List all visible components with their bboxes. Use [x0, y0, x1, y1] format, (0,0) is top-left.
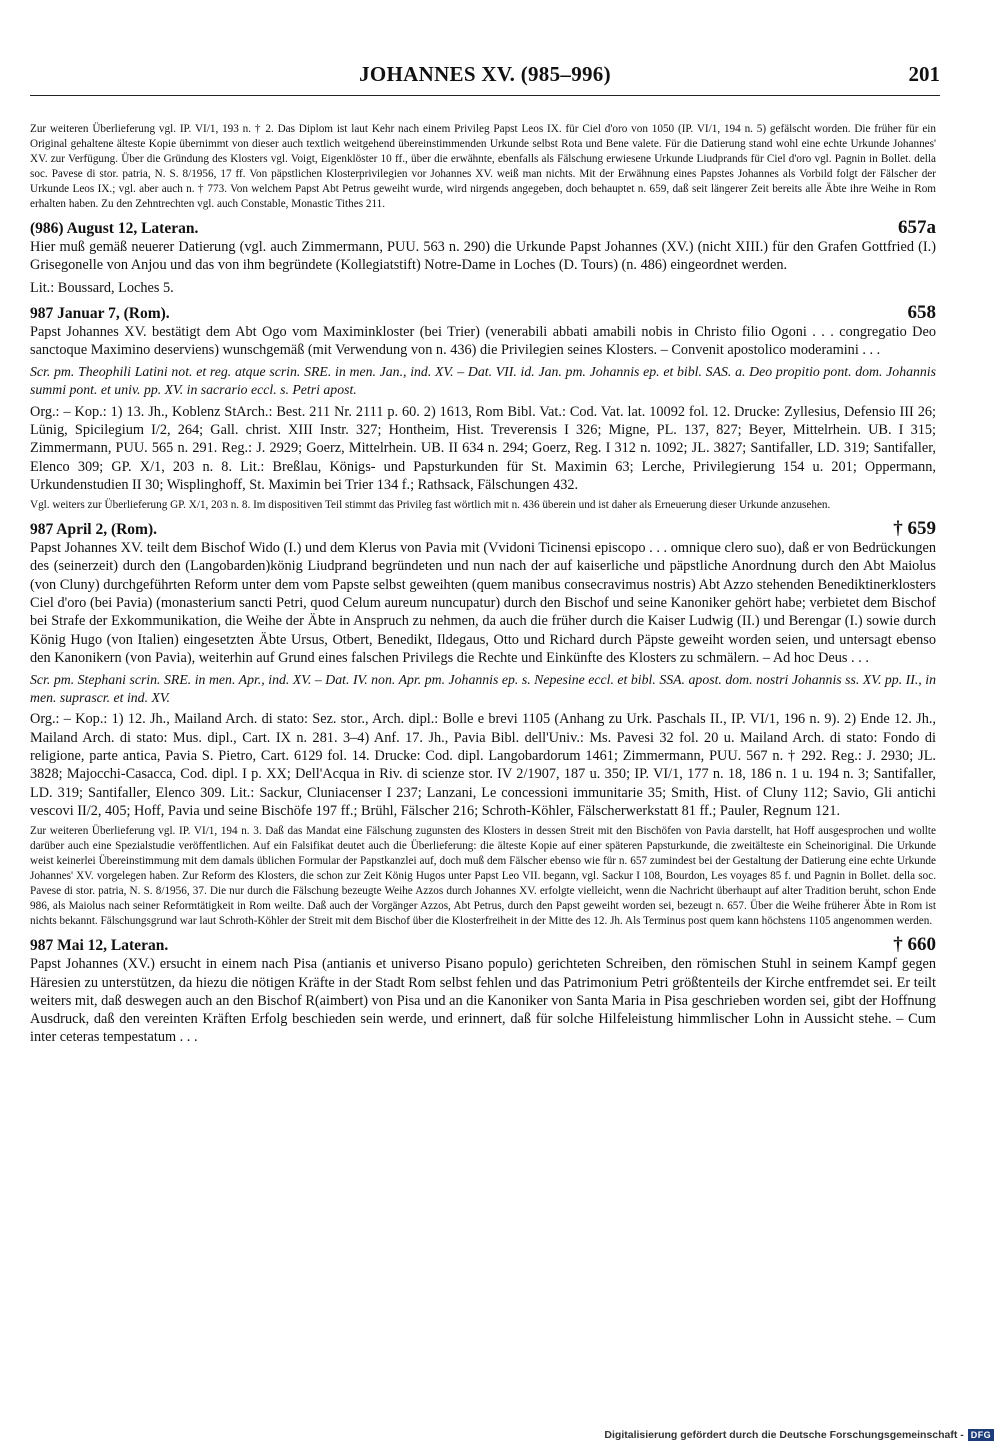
regest-entry [30, 935, 936, 1046]
entry-heading [30, 303, 936, 323]
entry-number: 658 [907, 301, 936, 323]
entry-scriptum: Scr. pm. Theophili Latini not. et reg. atque scrin. SRE. in men. Jan., ind. XV. – Dat. VII. id. Jan. pm. Johannis ep. et bibl. SAS. a. Deo propitio pont. dom. Johannis summi pont. et univ. pp. XV. in sacrario eccl. s. Petri apost. [30, 364, 936, 398]
dfg-logo: DFG [968, 1429, 994, 1441]
entry-number: † 660 [893, 934, 936, 956]
running-title: JOHANNES XV. (985–996) [359, 62, 611, 86]
entry-tradition: Org.: – Kop.: 1) 12. Jh., Mailand Arch. di stato: Sez. stor., Arch. dipl.: Bolle e brevi 1105 (Anhang zu Urk. Paschals II., IP. VI/1, 196 n. 9). 2) Ende 12. Jh., Mailand Arch. di stato: Mus. dipl., Cart. IX n. 281. 3–4) Anf. 17. Jh., Pavia Bibl. dell'Univ.: Ms. Pavesi 32 fol. 20 u. Mailand Arch. di stato: Fondo di religione, parte antica, Pavia S. Pietro, Cart. 6129 fol. 14. Drucke: Cod. dipl. Langobardorum 1461; Zimmermann, PUU. 567 n. † 292. Reg.: J. 2930; JL. 3828; Majocchi-Casacca, Cod. dipl. I p. XX; Dell'Acqua in Riv. di scienze stor. IV 2/1907, 187 u. 350; IP. VI/1, 177 n. 18, 186 n. 1 u. 194 n. 3; Santifaller, LD. 319; Santifaller, Elenco 309. Lit.: Sackur, Cluniacenser I 237; Lanzani, Le concessioni immunitarie 35; Smith, Hist. of Cluny 112; Savio, Gli antichi vescovi II/2, 405; Hoff, Pavia und seine Bischöfe 197 ff.; Brühl, Fälscher 216; Schroth-Köhler, Fälscherwerkstatt 81 ff.; Pauler, Regnum 121. [30, 711, 936, 819]
regest-entry [30, 303, 936, 513]
page-body [30, 122, 936, 1047]
entry-heading [30, 935, 936, 955]
page-number: 201 [908, 62, 940, 86]
entry-text: Papst Johannes (XV.) ersucht in einem nach Pisa (antianis et universo Pisano populo) gerichteten Schreiben, den römischen Stuhl in seinem Kampf gegen Häresien zu unterstützen, da hiezu die nötigen Kräfte in der Stadt Rom selbst fehlen und das Patrimonium Petri größtenteils der Kirche entfremdet sei. Er teilt weiters mit, daß deswegen auch an den Bischof R(aimbert) von Pisa und an die Kanoniker von Santa Maria in Pisa geschrieben worden sei, gibt der Hoffnung Ausdruck, daß den vereinten Kräften Erfolg beschieden sein werde, und erinnert, daß für solche Hilfeleistung himmlischer Lohn in Aussicht stehe. – Cum inter ceteras tempestatum . . . [30, 956, 936, 1046]
entry-number: 657a [898, 217, 936, 238]
entry-note: Zur weiteren Überlieferung vgl. IP. VI/1, 194 n. 3. Daß das Mandat eine Fälschung zugunsten des Klosters in dessen Streit mit den Bischöfen von Pavia darstellt, hat Hoff ausgesprochen und wollte darüber auch eine Spezialstudie veröffentlichen. Auf ein Falsifikat deutet auch die Überlieferung: die älteste Kopie auf einer späteren Papsturkunde, die zweitälteste ein Scheinoriginal. Die Urkunde weist keinerlei Übereinstimmung mit dem damals üblichen Formular der Papstkanzlei auf, doch muß dem Fälscher ebenso wie für n. 657 zumindest bei der Gestaltung der Datierung eine echte Urkunde Johannes' XV. vorgelegen haben. Zur Reform des Klosters, die schon zur Zeit König Hugos unter Papst Leo VII. begann, vgl. Sackur I 108, Bourdon, Les voyages 85 f. und Pagnin in Bollet. della soc. Pavese di stor. patria, N. S. 8/1956, 37. Die nur durch die Fälschung bezeugte Weihe Azzos durch Johannes XV. erfolgte vielleicht, wenn die Nachricht überhaupt auf alter Tradition beruht, schon Ende 986, als Maiolus nach seiner Reformtätigkeit in Rom weilte. Daß auch der Vorgänger Azzos, Abt Petrus, durch den Papst geweiht worden sei, bezeugt n. 657. Über die Weihe früherer Äbte in Rom ist nichts bekannt. Fälschungsgrund war laut Schroth-Köhler der Streit mit dem Bischof über die Klosterfreiheit in der Mitte des 12. Jh. Als Terminus post quem kann höchstens 1105 angenommen werden. [30, 825, 936, 928]
entry-text: Papst Johannes XV. bestätigt dem Abt Ogo vom Maximinkloster (bei Trier) (venerabili abbati amabili nobis in Christo filio Ogoni . . . congregatio Deo sanctoque Maximino deserviens) wunschgemäß (mit Verwendung von n. 436) die Privilegien seines Klosters. – Convenit apostolico moderamini . . . [30, 323, 936, 359]
regest-entry [30, 519, 936, 929]
entry-literature: Lit.: Boussard, Loches 5. [30, 279, 174, 296]
page-header [30, 62, 940, 98]
entry-heading [30, 519, 936, 539]
footer-text: Digitalisierung gefördert durch die Deutsche Forschungsgemeinschaft - [604, 1429, 964, 1441]
entry-note: Vgl. weiters zur Überlieferung GP. X/1, 203 n. 8. Im dispositiven Teil stimmt das Privileg fast wörtlich mit n. 436 überein und ist daher als Erneuerung dieser Urkunde anzusehen. [30, 499, 831, 512]
regest-entry [30, 218, 936, 297]
entry-tradition: Org.: – Kop.: 1) 13. Jh., Koblenz StArch.: Best. 211 Nr. 2111 p. 60. 2) 1613, Rom Bibl. Vat.: Cod. Vat. lat. 10092 fol. 12. Drucke: Zyllesius, Defensio III 26; Lünig, Spicilegium I/2, 264; Gall. christ. XIII Instr. 327; Hontheim, Hist. Treverensis I 326; Migne, PL. 137, 827; Beyer, Mittelrhein. UB. I 315; Zimmermann, PUU. 565 n. 291. Reg.: J. 2929; Goerz, Mittelrhein. UB. II 634 n. 294; Goerz, Reg. I 312 n. 1092; JL. 3827; Santifaller, LD. 319; Santifaller, Elenco 309; GP. X/1, 203 n. 8. Lit.: Breßlau, Königs- und Papsturkunden für St. Maximin 63; Lerche, Privilegierung 154 u. 201; Oppermann, Urkundenstudien II 30; Wisplinghoff, St. Maximin bei Trier 134 f.; Rathsack, Fälschungen 432. [30, 403, 936, 493]
entry-scriptum: Scr. pm. Stephani scrin. SRE. in men. Apr., ind. XV. – Dat. IV. non. Apr. pm. Johannis ep. s. Nepesine eccl. et bibl. SSA. apost. dom. nostri Johannis ss. XV. pp. II., in men. suprascr. et ind. XV. [30, 672, 936, 705]
entry-date: 987 Mai 12, Lateran. [30, 937, 169, 955]
entry-date: 987 April 2, (Rom). [30, 521, 158, 539]
intro-note: Zur weiteren Überlieferung vgl. IP. VI/1, 193 n. † 2. Das Diplom ist laut Kehr nach einem Privileg Papst Leos IX. für Ciel d'oro von 1050 (IP. VI/1, 194 n. 5) gefälscht worden. Die früher für ein Original gehaltene älteste Kopie übernimmt von dieser auch textlich weitgehend übereinstimmenden Urkunde selbst Rota und Bene valete. Für die Datierung stand wohl eine echte Urkunde Johannes' XV. zur Verfügung. Über die Gründung des Klosters vgl. Voigt, Eigenklöster 10 ff., über die erwähnte, ebenfalls als Fälschung erwiesene Urkunde Liudprands für Ciel d'oro vgl. Pagnin in Bollet. della soc. Pavese di stor. patria, N. S. 8/1956, 17 ff. Von päpstlichen Klosterprivilegien vor Johannes XV. weiß man nichts. Mit der Erwähnung eines Papstes Johannes als Vorbild folgt der Fälscher der Urkunde Leos IX.; vgl. aber auch n. † 773. Von welchem Papst Abt Petrus geweiht wurde, wird nirgends angegeben, doch behauptet n. 659, daß seit längerer Zeit bereits alle Äbte ihre Weihe in Rom erhalten haben. Zu den Zehntrechten vgl. auch Constable, Monastic Tithes 211. [30, 123, 936, 210]
entry-date: (986) August 12, Lateran. [30, 220, 199, 237]
header-rule [30, 95, 940, 96]
entry-number: † 659 [893, 518, 936, 540]
entry-heading [30, 218, 936, 238]
digitization-footer [604, 1429, 994, 1441]
entry-text: Papst Johannes XV. teilt dem Bischof Wido (I.) und dem Klerus von Pavia mit (Vvidoni Ticinensi episcopo . . . omnique clero suo), daß er von Bedrückungen des (seinerzeit) durch den (Langobarden)könig Liudprand begründeten und nun nach der auf kaiserliche und päpstliche Anordnung durch den Abt Maiolus (von Cluny) durchgeführten Reform unter dem vom Papste selbst geweihten (quem manibus consecravimus nostris) Abt Azzo stehenden Benediktinerklosters Ciel d'oro (bei Pavia) (monasterium sancti Petri, quod Celum aureum nuncupatur) durch den Bischof und seine Kanoniker gehört habe; verbietet dem Bischof bei Strafe der Exkommunikation, die Weihe der Äbte in Anspruch zu nehmen, da auch die früher durch die Kaiser Ludwig (II.) und Berengar (I.) sowie durch König Hugo (von Italien) eingesetzten Äbte Ursus, Otbert, Benedikt, Ildegaus, Otto und Richard durch Päpste geweiht worden seien, und untersagt ebenso den Kanonikern (von Pavia), weiterhin auf Grund eines falschen Privilegs die Rechte und Einkünfte des Klosters zu schmälern. – Ad hoc Deus . . . [30, 540, 936, 666]
entry-text: Hier muß gemäß neuerer Datierung (vgl. auch Zimmermann, PUU. 563 n. 290) die Urkunde Papst Johannes (XV.) (nicht XIII.) für den Grafen Gottfried (I.) Grisegonelle von Anjou und das von ihm begründete (Kollegiatstift) Notre-Dame in Loches (D. Tours) (n. 486) eingeordnet werden. [30, 239, 936, 274]
entry-date: 987 Januar 7, (Rom). [30, 304, 170, 322]
